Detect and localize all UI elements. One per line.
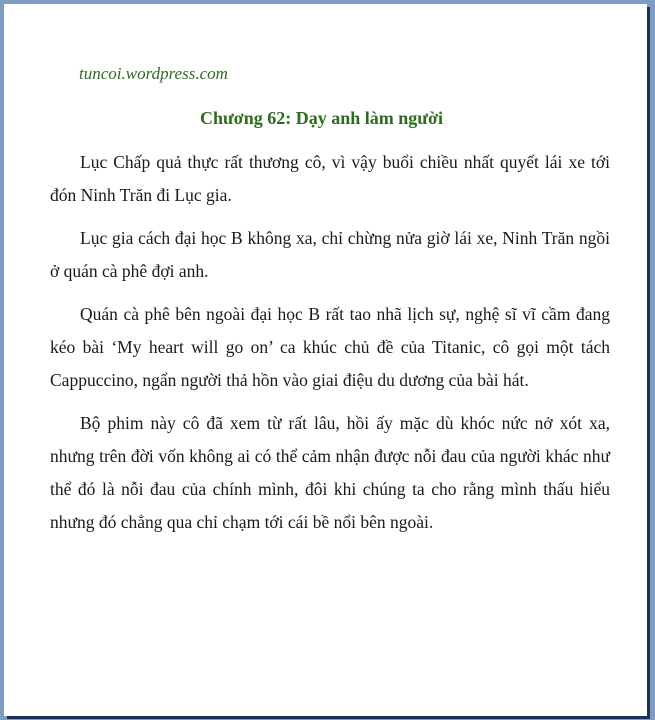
chapter-body xyxy=(50,146,610,549)
paragraph: Lục gia cách đại học B không xa, chỉ chừng nửa giờ lái xe, Ninh Trăn ngồi ở quán cà phê đợi anh. xyxy=(50,228,610,281)
paragraph: Bộ phim này cô đã xem từ rất lâu, hồi ấy mặc dù khóc nức nở xót xa, nhưng trên đời vốn không ai có thể cảm nhận được nỗi đau của người khác như thể đó là nỗi đau của chính mình, đôi khi chúng ta cho rằng mình thấu hiểu nhưng đó chẳng qua chỉ chạm tới cái bề nổi bên ngoài. xyxy=(50,413,610,532)
paragraph: Lục Chấp quả thực rất thương cô, vì vậy buổi chiều nhất quyết lái xe tới đón Ninh Trăn đi Lục gia. xyxy=(50,152,610,205)
site-watermark: tuncoi.wordpress.com xyxy=(79,64,228,83)
document-page xyxy=(4,4,647,716)
chapter-title: Chương 62: Dạy anh làm người xyxy=(199,108,444,128)
paragraph: Quán cà phê bên ngoài đại học B rất tao nhã lịch sự, nghệ sĩ vĩ cầm đang kéo bài ‘My heart will go on’ ca khúc chủ đề của Titanic, cô gọi một tách Cappuccino, ngẩn người thả hồn vào giai điệu du dương của bài hát. xyxy=(50,304,610,390)
